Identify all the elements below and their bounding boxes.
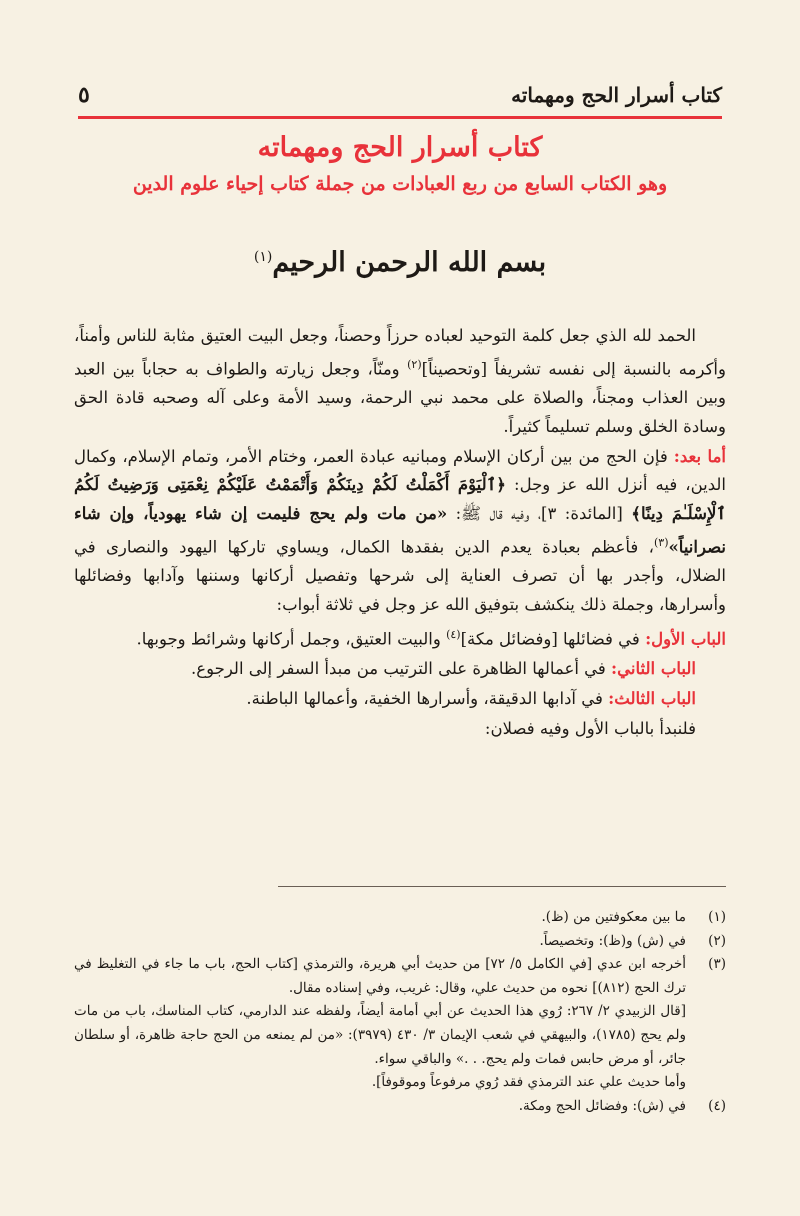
footnote-1 xyxy=(74,906,726,930)
footnote-3-continuation: [قال الزبيدي ٢/ ٢٦٧: رُوي هذا الحديث عن أبي أمامة أيضاً، ولفظه عند الدارمي، كتاب المناسك، باب من مات ولم يحج (١٧٨٥)، والبيهقي في شعب الإيمان ٣/ ٤٣٠ (٣٩٧٩): «من لم يمنعه من الحج حاجة ظاهرة، أو سلطان جائر، أو مرض حابس فمات ولم يحج. . .» والباقي سواء. xyxy=(74,1003,686,1067)
footnote-3-continuation-2: وأما حديث علي عند الترمذي فقد رُوي مرفوعاً وموقوفاً]. xyxy=(371,1074,686,1091)
footnote-text: في (ش) و(ظ): وتخصيصاً. xyxy=(539,932,686,949)
basmala xyxy=(78,247,722,278)
chapter-three-label: الباب الثالث: xyxy=(608,689,696,709)
footnote-text: أخرجه ابن عدي [في الكامل ٥/ ٧٢] من حديث أبي هريرة، والترمذي [كتاب الحج، باب ما جاء في التغليظ في ترك الحج (٨١٢)] نحوه من حديث علي، وقال: غريب، وفي إسناده مقال. xyxy=(74,956,686,996)
footnote-text: ما بين معكوفتين من (ظ). xyxy=(541,909,686,925)
basmala-footnote-ref: (١) xyxy=(253,249,273,265)
chapter-three xyxy=(74,685,726,714)
chapter-one-text-a: في فضائلها [وفضائل مكة] xyxy=(460,629,646,649)
closing-line: فلنبدأ بالباب الأول وفيه فصلان: xyxy=(484,718,696,738)
intro-text-a: فإن الحج من بين أركان الإسلام ومبانيه عبادة العمر، وختام الأمر، وتمام الإسلام، وكمال الدين، فيه أنزل الله عز وجل: xyxy=(74,446,726,495)
chapter-two-text: في أعمالها الظاهرة على الترتيب من مبدأ السفر إلى الرجوع. xyxy=(191,659,612,679)
praise-text-a: الحمد لله الذي جعل كلمة التوحيد لعباده حرزاً وحصناً، وجعل البيت العتيق مثابة للناس وأمناً، وأكرمه بالنسبة إلى نفسه تشريفاً [وتحصيناً] xyxy=(74,326,726,379)
chapter-one-text-b: والبيت العتيق، وجمل أركانها وشرائط وجوبها. xyxy=(136,629,447,649)
header-rule xyxy=(78,116,722,119)
page-number: ٥ xyxy=(78,82,90,108)
book-title: كتاب أسرار الحج ومهماته xyxy=(257,132,543,163)
paragraph-intro xyxy=(74,443,726,620)
footnote-number: (٢) xyxy=(708,932,726,949)
footnote-number: (٤) xyxy=(708,1097,726,1114)
book-subtitle: وهو الكتاب السابع من ربع العبادات من جملة كتاب إحياء علوم الدين xyxy=(132,173,668,195)
intro-text-b: وفيه قال ﷺ: xyxy=(447,504,530,524)
running-title: كتاب أسرار الحج ومهماته xyxy=(511,83,722,107)
footnotes xyxy=(74,906,726,1118)
footnote-4 xyxy=(74,1095,726,1119)
main-text xyxy=(74,322,726,745)
verse-reference: [المائدة: ٣]، xyxy=(529,504,632,524)
footnote-2 xyxy=(74,930,726,954)
paragraph-praise xyxy=(74,322,726,442)
footnote-separator xyxy=(278,886,726,887)
footnote-ref-2: (٢) xyxy=(407,357,422,371)
intro-text-c: ، فأعظم بعبادة يعدم الدين بفقدها الكمال، ويساوي تاركها اليهود والنصارى في الضلال، وأجدر بها أن تصرف العناية إلى شرحها وتفصيل أركانها وسننها وآدابها وفضائلها وأسرارها، وجملة ذلك ينكشف بتوفيق الله عز وجل في ثلاثة أبواب: xyxy=(74,537,726,615)
chapter-three-text: في آدابها الدقيقة، وأسرارها الخفية، وأعمالها الباطنة. xyxy=(246,689,609,709)
amma-baad-label: أما بعد: xyxy=(673,446,727,466)
footnote-text: في (ش): وفضائل الحج ومكة. xyxy=(518,1097,686,1114)
chapter-one-label: الباب الأول: xyxy=(645,629,726,649)
chapter-two xyxy=(74,655,726,684)
hadith-quote: «من مات ولم يحج فليمت إن شاء يهودياً، وإن شاء نصرانياً» xyxy=(74,504,726,557)
footnote-ref-4: (٤) xyxy=(446,627,461,641)
chapter-one xyxy=(74,621,726,654)
quran-verse: ﴿ٱلْيَوْمَ أَكْمَلْتُ لَكُمْ دِينَكُمْ وَأَتْمَمْتُ عَلَيْكُمْ نِعْمَتِى وَرَضِيتُ لَكُمُ ٱلْإِسْلَـٰمَ دِينًا﴾ xyxy=(74,475,727,524)
footnote-ref-3: (٣) xyxy=(653,536,669,550)
basmala-text: بسم الله الرحمن الرحيم xyxy=(272,247,547,278)
footnote-number: (٣) xyxy=(708,956,726,973)
chapter-two-label: الباب الثاني: xyxy=(611,659,696,679)
footnote-number: (١) xyxy=(708,909,726,925)
running-header xyxy=(78,78,722,112)
footnote-3 xyxy=(74,953,726,1000)
praise-text-b: ومنّاً، وجعل زيارته والطواف به حجاباً بين العبد وبين العذاب ومجناً، والصلاة على محمد نبي الرحمة، وسيد الأمة وعلى آله وصحبه قادة الحق وسادة الخلق وسلم تسليماً كثيراً. xyxy=(74,359,726,436)
